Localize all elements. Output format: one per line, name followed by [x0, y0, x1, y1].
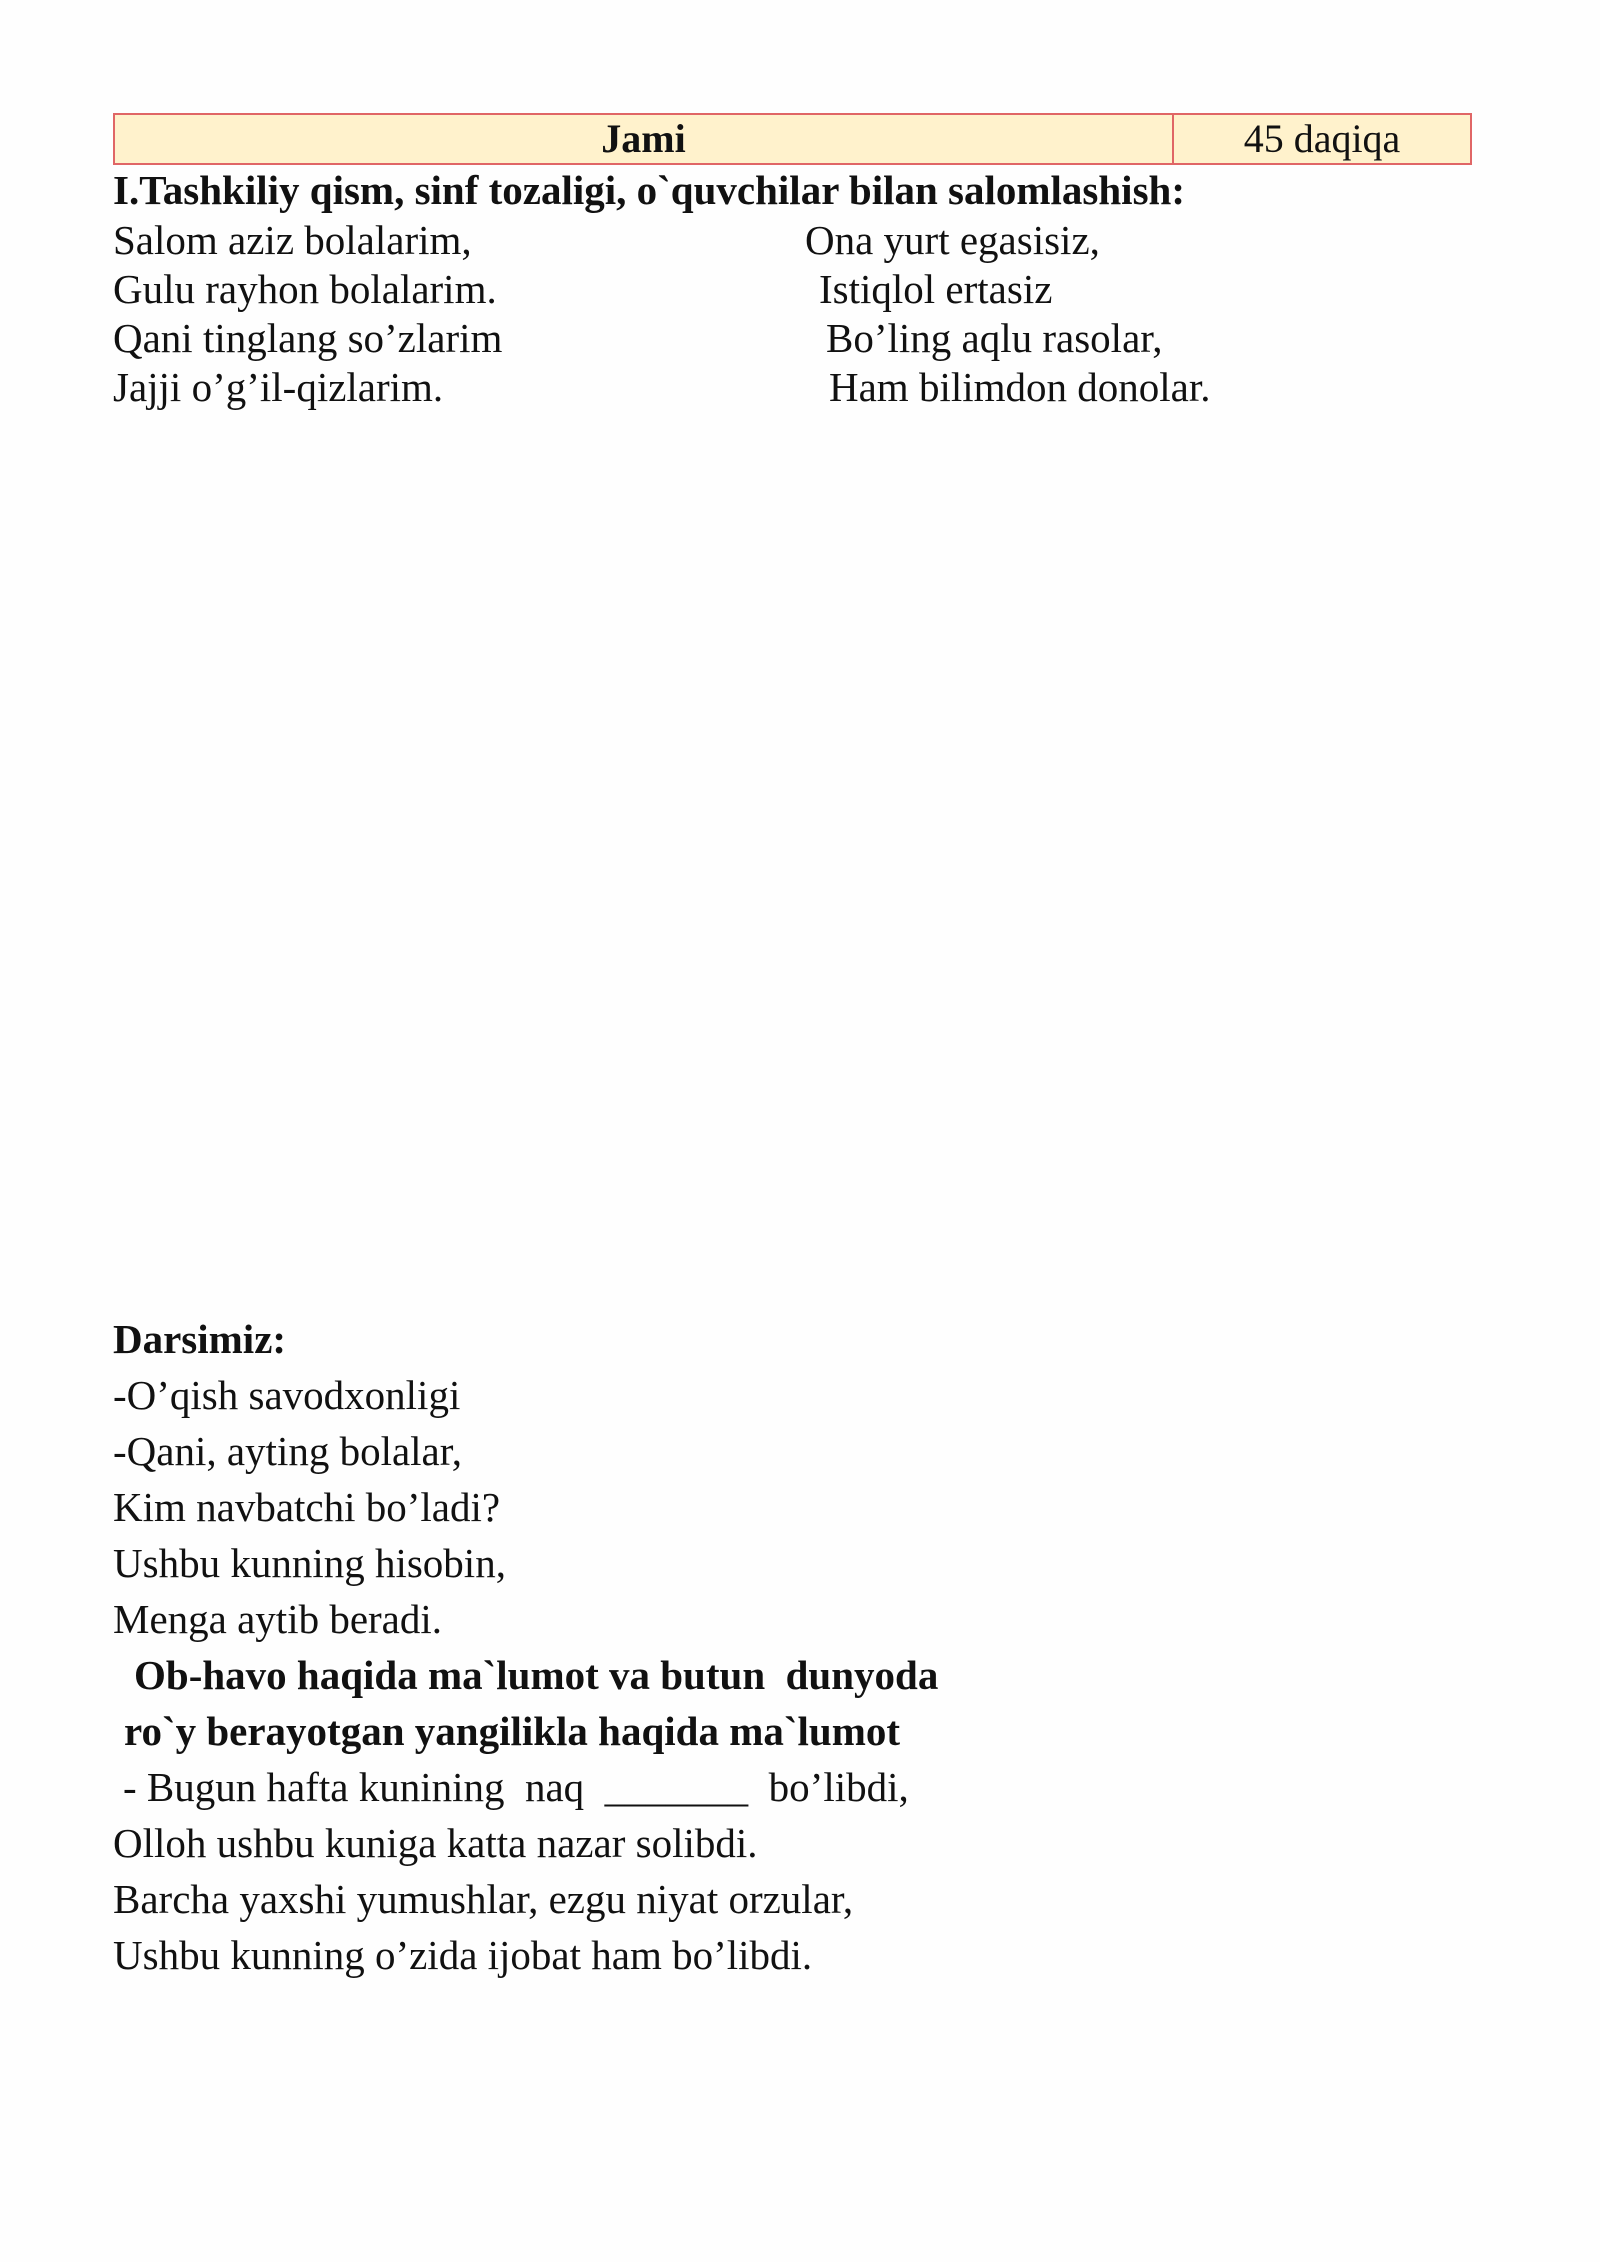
poem-right-line: Bo’ling aqlu rasolar,	[826, 315, 1163, 361]
lesson-line: Kim navbatchi bo’ladi?	[113, 1484, 501, 1530]
lesson-line: -O’qish savodxonligi	[113, 1372, 461, 1418]
poem-right-line: Ham bilimdon donolar.	[829, 364, 1211, 410]
poem-right-line: Istiqlol ertasiz	[819, 266, 1053, 312]
summary-table	[113, 113, 1472, 165]
closing-line: Ushbu kunning o’zida ijobat ham bo’libdi.	[113, 1932, 813, 1978]
weather-news-line: ro`y berayotgan yangilikla haqida ma`lumot	[124, 1708, 901, 1754]
poem-left-line: Jajji o’g’il-qizlarim.	[113, 364, 444, 410]
weather-news-line: Ob-havo haqida ma`lumot va butun dunyoda	[134, 1652, 939, 1698]
closing-line: Olloh ushbu kuniga katta nazar solibdi.	[113, 1820, 758, 1866]
summary-row	[114, 114, 1471, 164]
lesson-line: Menga aytib beradi.	[113, 1596, 443, 1642]
weekday-blank-line: - Bugun hafta kunining naq _______ bo’libdi,	[123, 1764, 909, 1810]
closing-line: Barcha yaxshi yumushlar, ezgu niyat orzular,	[113, 1876, 854, 1922]
summary-label-cell: Jami	[114, 114, 1173, 164]
poem-left-line: Qani tinglang so’zlarim	[113, 315, 503, 361]
poem-left-line: Gulu rayhon bolalarim.	[113, 266, 497, 312]
lesson-line: -Qani, ayting bolalar,	[113, 1428, 463, 1474]
summary-value-cell: 45 daqiqa	[1173, 114, 1471, 164]
section-heading: I.Tashkiliy qism, sinf tozaligi, o`quvchilar bilan salomlashish:	[113, 167, 1185, 213]
poem-left-line: Salom aziz bolalarim,	[113, 217, 472, 263]
lesson-line: Ushbu kunning hisobin,	[113, 1540, 506, 1586]
poem-right-line: Ona yurt egasisiz,	[805, 217, 1100, 263]
lesson-heading: Darsimiz:	[113, 1316, 287, 1362]
